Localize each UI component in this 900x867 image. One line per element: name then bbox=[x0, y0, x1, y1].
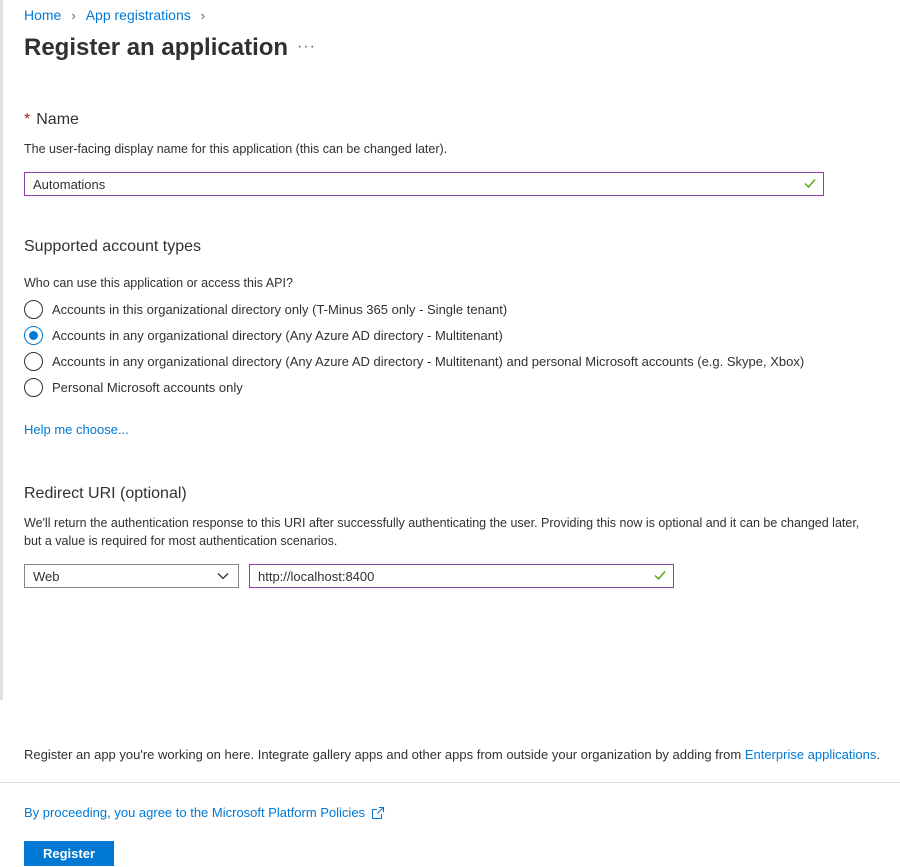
name-input-value: Automations bbox=[33, 176, 106, 192]
chevron-right-icon: › bbox=[200, 7, 206, 23]
footer-note bbox=[24, 747, 880, 762]
required-mark: * bbox=[24, 111, 31, 128]
radio-button-selected[interactable] bbox=[24, 326, 43, 345]
platform-policies-link[interactable]: By proceeding, you agree to the Microsoft Platform Policies bbox=[24, 805, 366, 820]
radio-button[interactable] bbox=[24, 352, 43, 371]
account-types-question: Who can use this application or access this API? bbox=[24, 276, 293, 290]
breadcrumb-home[interactable]: Home bbox=[24, 7, 62, 23]
account-option-personal-only[interactable] bbox=[24, 378, 243, 397]
name-heading-label: Name bbox=[36, 111, 79, 128]
divider bbox=[0, 782, 900, 783]
external-link-icon[interactable] bbox=[371, 806, 385, 820]
radio-button[interactable] bbox=[24, 300, 43, 319]
policy-row bbox=[24, 805, 385, 820]
name-description: The user-facing display name for this application (this can be changed later). bbox=[24, 142, 448, 156]
name-heading bbox=[24, 111, 79, 129]
help-me-choose-link[interactable]: Help me choose... bbox=[24, 422, 129, 437]
account-option-label: Personal Microsoft accounts only bbox=[52, 380, 243, 395]
enterprise-applications-link[interactable]: Enterprise applications bbox=[744, 747, 877, 762]
account-types-heading: Supported account types bbox=[24, 238, 202, 255]
redirect-description: We'll return the authentication response to this URI after successfully authenticating the user. Providing this now is optional and it can be changed later, but a value is required for most authentication scenarios. bbox=[24, 516, 860, 548]
checkmark-icon bbox=[653, 568, 667, 582]
more-icon[interactable]: ··· bbox=[297, 38, 316, 55]
account-option-multitenant[interactable] bbox=[24, 326, 503, 345]
account-option-label: Accounts in any organizational directory (Any Azure AD directory - Multitenant) and personal Microsoft accounts (e.g. Skype, Xbox) bbox=[52, 354, 805, 369]
breadcrumb-app-registrations[interactable]: App registrations bbox=[85, 7, 191, 23]
redirect-uri-input[interactable] bbox=[249, 564, 674, 588]
account-option-label: Accounts in this organizational directory only (T-Minus 365 only - Single tenant) bbox=[52, 302, 508, 317]
radio-button[interactable] bbox=[24, 378, 43, 397]
page-title: Register an application bbox=[24, 34, 289, 61]
footer-note-text: Register an app you're working on here. Integrate gallery apps and other apps from outside your organization by adding from bbox=[24, 747, 742, 762]
breadcrumb bbox=[24, 7, 209, 23]
chevron-down-icon bbox=[216, 569, 230, 583]
platform-select-value: Web bbox=[33, 568, 60, 584]
checkmark-icon bbox=[803, 176, 817, 190]
account-option-label: Accounts in any organizational directory (Any Azure AD directory - Multitenant) bbox=[52, 328, 503, 343]
account-option-multitenant-personal[interactable] bbox=[24, 352, 804, 371]
redirect-heading: Redirect URI (optional) bbox=[24, 485, 187, 502]
account-option-single-tenant[interactable] bbox=[24, 300, 507, 319]
redirect-uri-value: http://localhost:8400 bbox=[258, 568, 375, 584]
name-input[interactable] bbox=[24, 172, 824, 196]
footer-note-suffix: . bbox=[876, 747, 880, 762]
left-rule bbox=[0, 0, 3, 700]
chevron-right-icon: › bbox=[71, 7, 76, 23]
register-button[interactable]: Register bbox=[24, 841, 114, 866]
platform-select[interactable] bbox=[24, 564, 239, 588]
